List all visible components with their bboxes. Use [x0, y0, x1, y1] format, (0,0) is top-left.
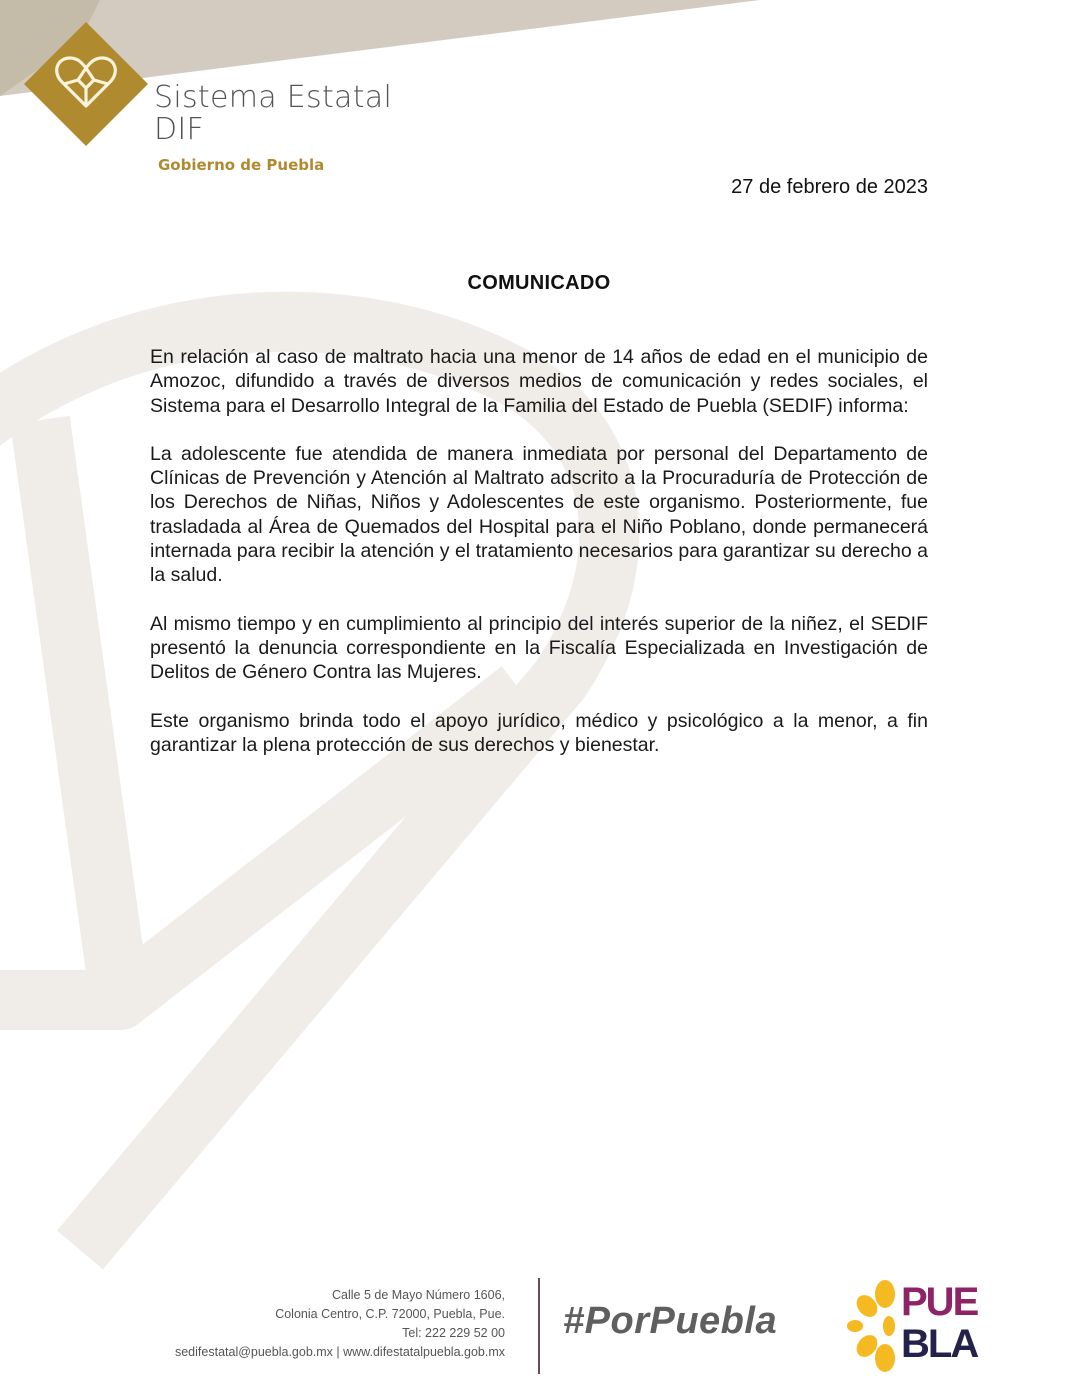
- puebla-logo-top: PUE: [901, 1280, 978, 1324]
- document-body: [150, 345, 928, 781]
- puebla-logo: [845, 1280, 1000, 1372]
- phone-line: Tel: 222 229 52 00: [402, 1326, 505, 1340]
- footer-divider: [538, 1278, 540, 1374]
- contact-links[interactable]: sedifestatal@puebla.gob.mx | www.difestatalpuebla.gob.mx: [174, 1345, 505, 1359]
- paragraph: Este organismo brinda todo el apoyo jurídico, médico y psicológico a la menor, a fin garantizar la plena protección de sus derechos y bienestar.: [150, 709, 928, 756]
- puebla-logo-bottom: BLA: [901, 1322, 978, 1366]
- paragraph: Al mismo tiempo y en cumplimiento al principio del interés superior de la niñez, el SEDIF presentó la denuncia correspondiente en la Fiscalía Especializada en Investigación de Delitos de Género Contra las Mujeres.: [150, 612, 928, 684]
- document-title: COMUNICADO: [467, 272, 611, 294]
- brand-subtitle: Gobierno de Puebla: [158, 156, 325, 174]
- address-line: Calle 5 de Mayo Número 1606,: [331, 1288, 505, 1302]
- document-date: 27 de febrero de 2023: [731, 176, 928, 198]
- paragraph: La adolescente fue atendida de manera inmediata por personal del Departamento de Clínicas de Prevención y Atención al Maltrato adscrito a la Procuraduría de Protección de los Derechos de Niñas, Niños y Adolescentes de este organismo. Posteriormente, fue trasladada al Área de Quemados del Hospital para el Niño Poblano, donde permanecerá internada para recibir la atención y el tratamiento necesarios para garantizar su derecho a la salud.: [150, 442, 928, 587]
- brand-name: Sistema Estatal DIF: [154, 80, 393, 147]
- hashtag-slogan: #PorPuebla: [563, 1300, 778, 1342]
- dif-logo-diamond: [24, 22, 148, 146]
- footer-address: [175, 1286, 505, 1362]
- address-line: Colonia Centro, C.P. 72000, Puebla, Pue.: [275, 1307, 505, 1321]
- paragraph: En relación al caso de maltrato hacia una menor de 14 años de edad en el municipio de Amozoc, difundido a través de diversos medios de comunicación y redes sociales, el Sistema para el Desarrollo Integral de la Familia del Estado de Puebla (SEDIF) informa:: [150, 346, 928, 417]
- flower-icon: [845, 1280, 901, 1372]
